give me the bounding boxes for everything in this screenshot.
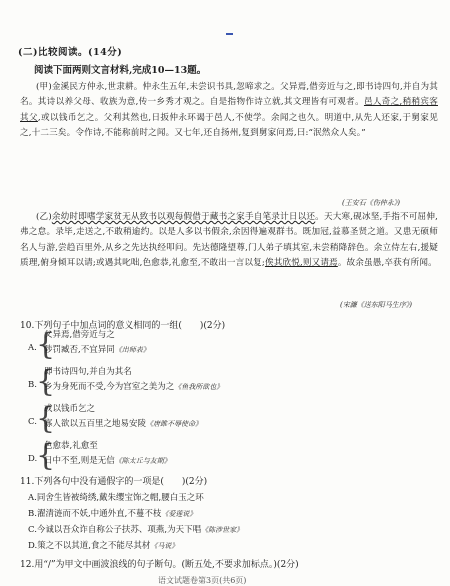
q11-option-a	[28, 491, 204, 503]
passage-b-part1: 。天大寒,砚冰坚,手指不可屈伸,弗之怠。录毕,走送之,不敢稍逾约。以是人多以书假余,余因得遍观群书。既加冠,益慕圣贤之道。又患无硕师名人与游,尝趋百里外,从乡之先达执经叩问。先达德隆望尊,门人弟子填其室,未尝稍降辞色。余立侍左右,援疑质理,俯身倾耳以请;或遇其叱咄,色愈恭,礼愈至,不敢出一言以复;	[20, 212, 438, 268]
passage-b-label: (乙)	[36, 212, 52, 222]
q10-a-note: 《出师表》	[114, 346, 150, 354]
passage-a-underline: 邑人奇之,稍稍宾客其父	[20, 97, 438, 123]
q11-a-text: A.同舍生皆被绮绣,戴朱缨宝饰之帽,腰白玉之环	[28, 493, 204, 503]
scan-mark	[226, 33, 233, 35]
q11-c-text: C.今诚以吾众诈自称公子扶苏、项燕,为天下唱	[28, 525, 202, 535]
passage-b-wavy: 余幼时即嗜学家贫无从致书以观每假借于藏书之家手自笔录计日以还	[51, 212, 316, 222]
q10-option-c	[44, 402, 202, 432]
q10-option-c-brace: {	[36, 401, 56, 436]
q10-a-line2	[44, 343, 150, 358]
q11-d-text: D.策之不以其道,食之不能尽其材	[28, 541, 151, 551]
q10-b-line2-text: 乡为身死而不受,今为宫室之美为之	[44, 382, 175, 392]
q11-b-text: B.濯清涟而不妖,中通外直,不蔓不枝	[28, 509, 162, 519]
q10-option-b	[44, 365, 223, 395]
q10-d-line2-text: 日中不至,则是无信	[44, 456, 115, 466]
passage-a-source: (王安石《伤仲永》)	[342, 199, 400, 207]
instruction: 阅读下面两则文言材料,完成10—13题。	[34, 65, 207, 76]
q10-b-line1: 即书诗四句,并自为其名	[44, 367, 132, 377]
passage-a-part2: ,或以钱币乞之。父利其然也,日扳仲永环谒于邑人,不使学。余闻之也久。明道中,从先人还家,于舅家见之,十二三矣。令作诗,不能称前时之闻。又七年,还自扬州,复到舅家问焉,曰:“泯然众人矣。”	[20, 112, 438, 138]
q11-option-c	[28, 523, 243, 535]
q10-option-d-brace: {	[36, 438, 56, 473]
q10-option-b-label: B.	[28, 380, 37, 390]
q11-b-note: 《爱莲说》	[161, 510, 197, 518]
q10-d-line1: 色愈恭,礼愈至	[44, 441, 98, 451]
q10-a-line2-text: 陟罚臧否,不宜异同	[44, 345, 115, 355]
q10-option-a-brace: {	[36, 327, 56, 362]
q10-option-d	[44, 439, 171, 469]
passage-a	[20, 80, 438, 141]
passage-b-source: (宋濂《送东阳马生序》)	[340, 301, 412, 309]
q11-option-d	[28, 539, 178, 551]
q10-a-line1: 父异焉,借旁近与之	[44, 330, 115, 340]
q10-option-a-label: A.	[28, 343, 37, 353]
q10-c-note: 《唐雎不辱使命》	[146, 420, 203, 428]
q10-option-b-brace: {	[36, 364, 56, 399]
question-10-stem: 10.下列句子中加点词的意义相同的一组( )(2分)	[20, 321, 226, 331]
q11-d-note: 《马说》	[150, 542, 179, 550]
section-title: (二)比较阅读。(14分)	[18, 47, 123, 58]
passage-a-part1: (甲)金溪民方仲永,世隶耕。仲永生五年,未尝识书具,忽啼求之。父异焉,借旁近与之,即书诗四句,并自为其名。其诗以养父母、收族为意,传一乡秀才观之。自是指物作诗立就,其文理皆有可观者。	[20, 82, 438, 108]
q11-c-note: 《陈涉世家》	[201, 526, 244, 534]
q10-option-d-label: D.	[28, 454, 38, 464]
q10-option-a	[44, 328, 150, 358]
passage-b	[20, 210, 438, 271]
passage-b-part2: 。故余虽愚,卒获有所闻。	[337, 257, 437, 268]
page-footer: 语文试题卷第3页(共6页)	[158, 576, 247, 585]
q10-option-c-label: C.	[28, 417, 37, 427]
q10-d-line2	[44, 454, 171, 469]
q10-c-line1: 或以钱币乞之	[44, 404, 96, 414]
q10-c-line2	[44, 417, 202, 432]
q10-b-line2	[44, 380, 223, 395]
passage-b-underline: 俟其欣悦,则又请焉	[264, 257, 338, 268]
question-11-stem: 11.下列各句中没有通假字的一项是( )(2分)	[20, 477, 208, 487]
q10-c-line2-text: 寡人欲以五百里之地易安陵	[44, 419, 147, 429]
q10-b-note: 《鱼我所欲也》	[174, 383, 224, 391]
question-12-stem: 12.用“/”为甲文中画波浪线的句子断句。(断五处,不要求加标点。)(2分)	[20, 560, 299, 570]
q11-option-b	[28, 507, 196, 519]
q10-d-note: 《陈太丘与友期》	[114, 457, 171, 465]
